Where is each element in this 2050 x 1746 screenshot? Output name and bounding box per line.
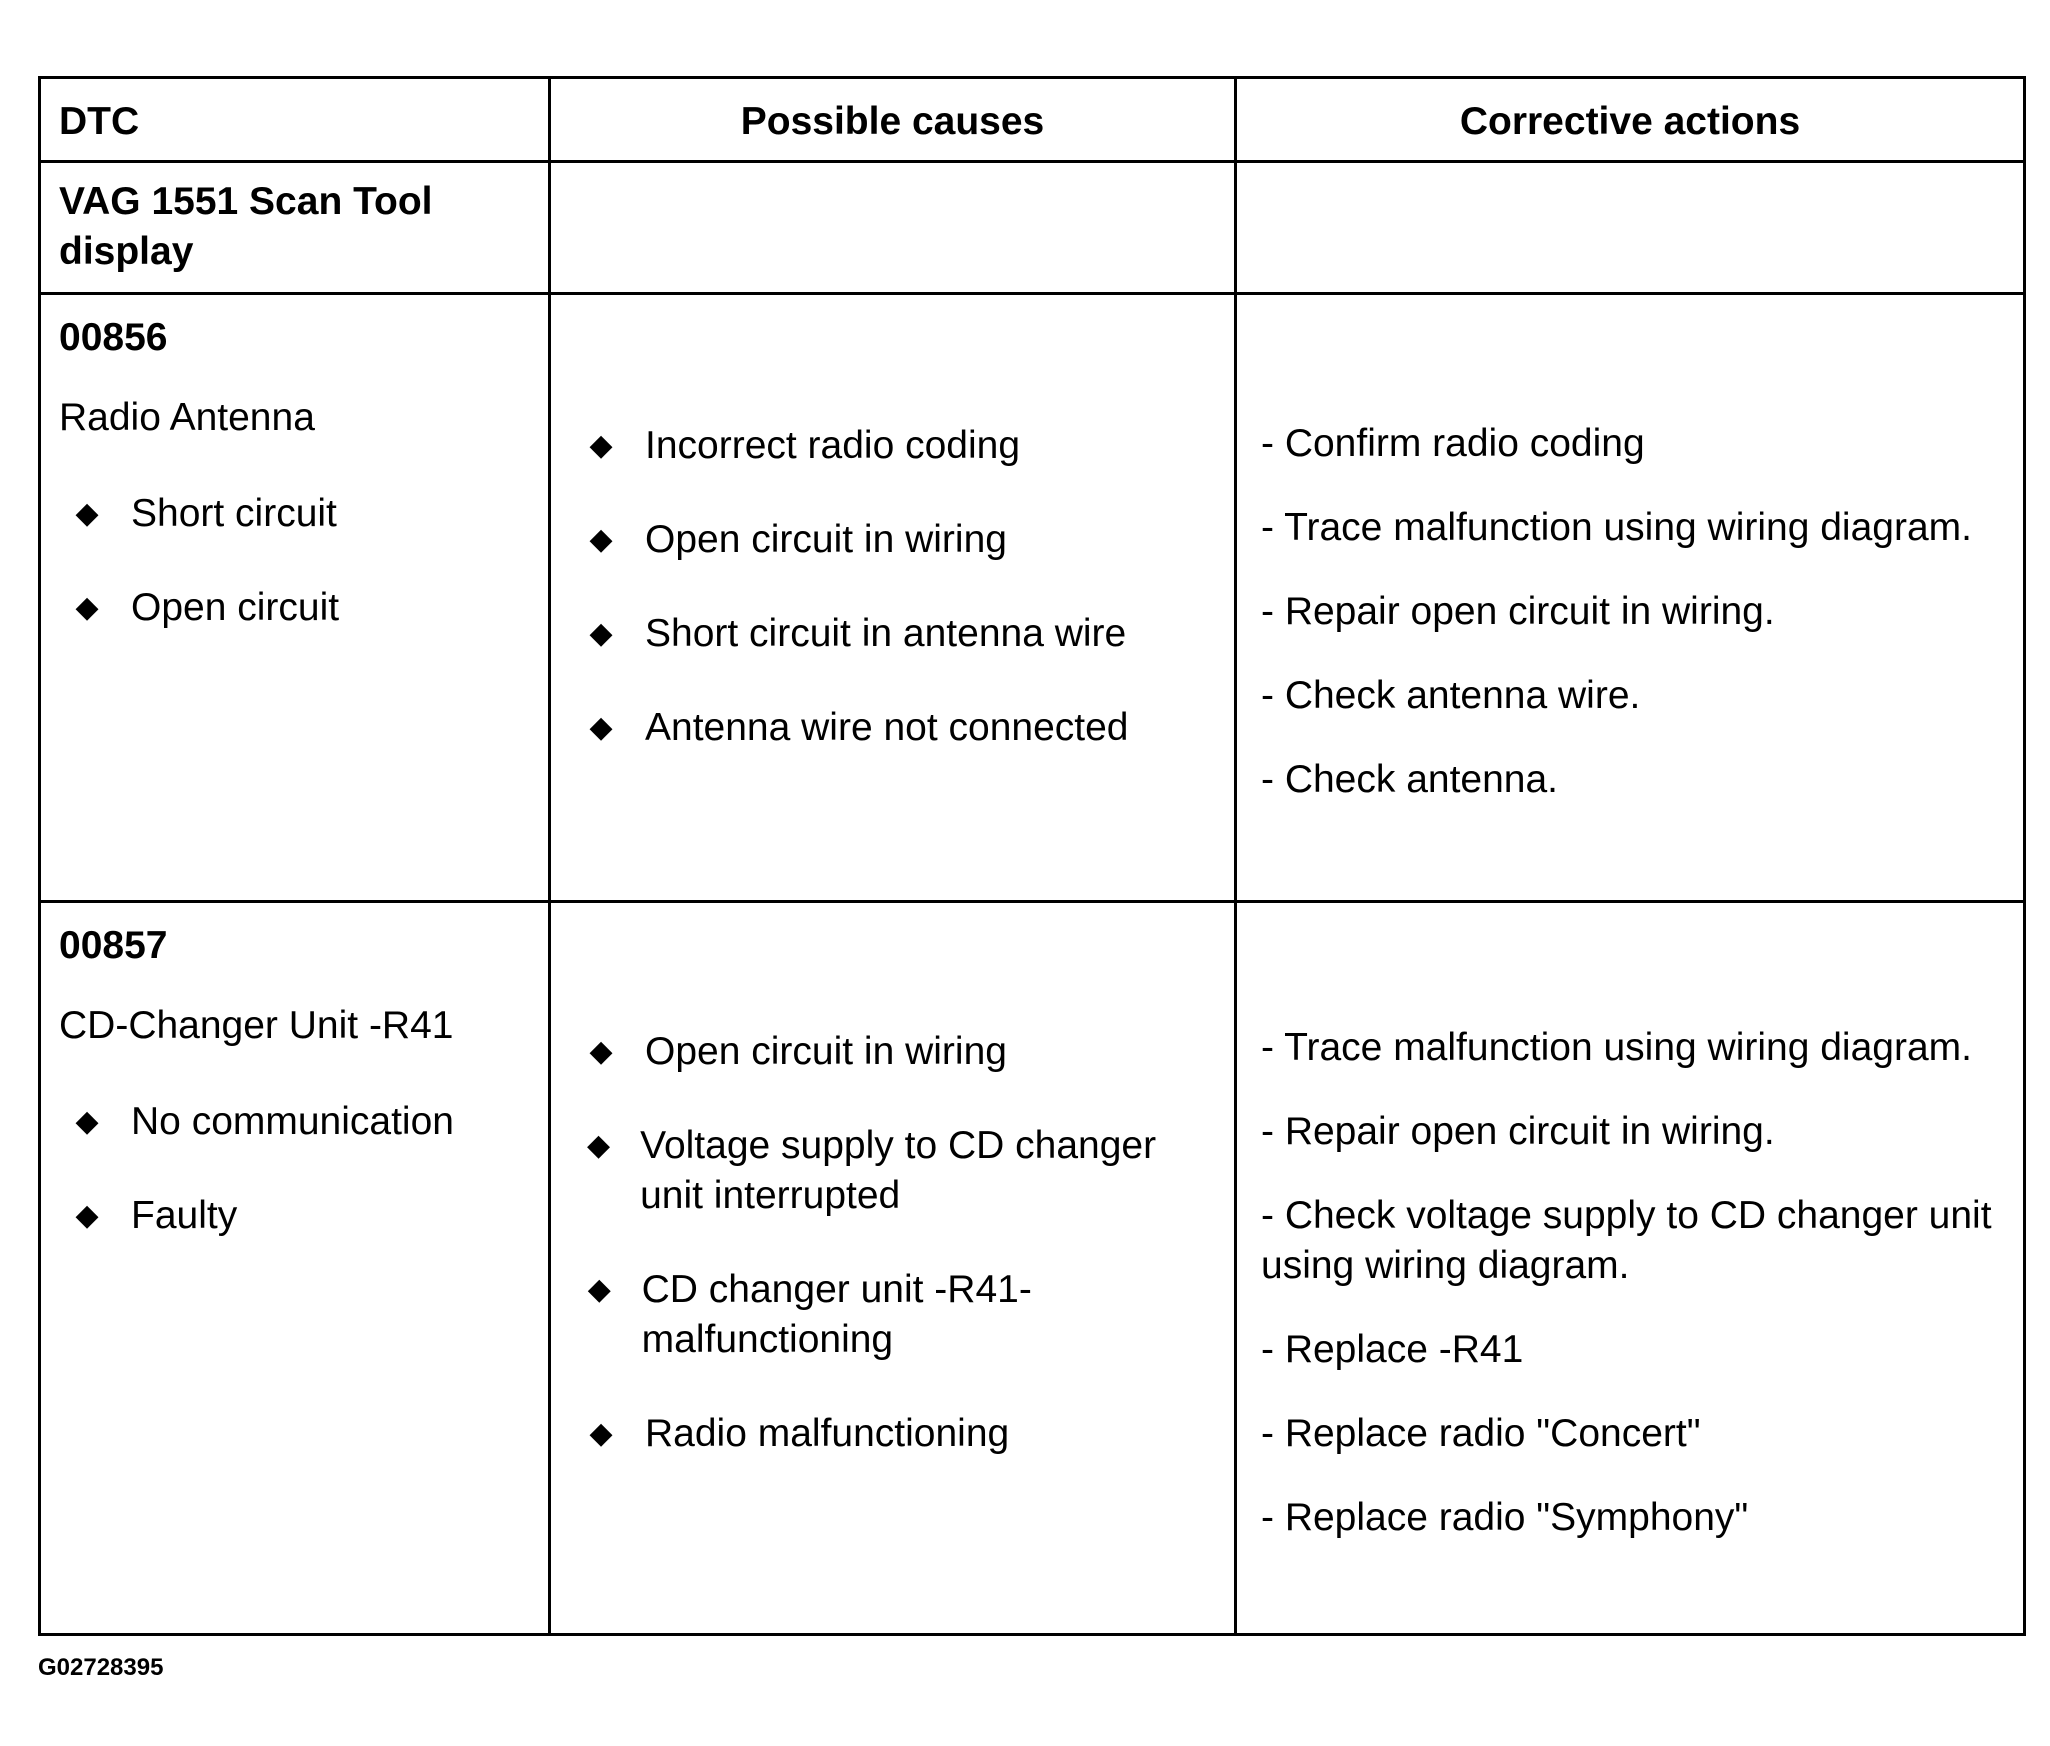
table-row [40,294,2025,902]
action-item: - Replace radio "Concert" [1261,1412,1701,1455]
diamond-bullet-icon: ◆ [75,1199,99,1232]
diamond-bullet-icon: ◆ [75,1105,99,1138]
header-row [40,78,2025,162]
cause-item: ◆ Voltage supply to CD changer unit interrupted [587,1121,1216,1221]
action-item: - Repair open circuit in wiring. [1261,590,1775,633]
symptom-item: ◆ No communication [73,1097,530,1147]
dtc-cell [40,294,550,902]
subheader-empty-actions [1236,162,2025,294]
cause-item: ◆ Open circuit in wiring [587,515,1216,565]
cause-item: ◆ Incorrect radio coding [587,421,1216,471]
diamond-bullet-icon: ◆ [587,1273,611,1306]
actions-cell [1236,902,2025,1635]
dtc-code: 00857 [59,924,168,967]
diamond-bullet-icon: ◆ [589,1417,613,1450]
causes-cell [550,902,1236,1635]
header-possible-causes: Possible causes [550,78,1236,162]
cause-item: ◆ Antenna wire not connected [587,703,1216,753]
action-item: - Check antenna. [1261,758,1559,801]
dtc-table [38,76,2026,1636]
header-scan-tool: VAG 1551 Scan Tool display [40,162,550,294]
cause-item: ◆ Radio malfunctioning [587,1409,1216,1459]
diamond-bullet-icon: ◆ [75,497,99,530]
diamond-bullet-icon: ◆ [75,591,99,624]
dtc-description: Radio Antenna [59,396,315,439]
subheader-row [40,162,2025,294]
action-item: - Confirm radio coding [1261,422,1645,465]
dtc-code: 00856 [59,316,168,359]
dtc-description: CD-Changer Unit -R41 [59,1004,454,1047]
symptom-item: ◆ Short circuit [73,489,530,539]
action-item: - Check voltage supply to CD changer unit using wiring diagram. [1261,1194,1992,1287]
diamond-bullet-icon: ◆ [589,1035,613,1068]
action-item: - Trace malfunction using wiring diagram. [1261,1026,1972,1069]
action-item: - Trace malfunction using wiring diagram. [1261,506,1972,549]
actions-cell [1236,294,2025,902]
cause-item: ◆ CD changer unit -R41- malfunctioning [587,1265,1216,1365]
action-item: - Check antenna wire. [1261,674,1641,717]
diamond-bullet-icon: ◆ [589,523,613,556]
symptom-item: ◆ Open circuit [73,583,530,633]
figure-id: G02728395 [38,1654,164,1681]
header-dtc: DTC [40,78,550,162]
causes-cell [550,294,1236,902]
diamond-bullet-icon: ◆ [587,1129,611,1162]
cause-item: ◆ Open circuit in wiring [587,1027,1216,1077]
symptom-item: ◆ Faulty [73,1191,530,1241]
action-item: - Replace -R41 [1261,1328,1524,1371]
action-item: - Replace radio "Symphony" [1261,1496,1749,1539]
cause-item: ◆ Short circuit in antenna wire [587,609,1216,659]
table-row [40,902,2025,1635]
diamond-bullet-icon: ◆ [589,617,613,650]
subheader-empty-causes [550,162,1236,294]
header-corrective-actions: Corrective actions [1236,78,2025,162]
dtc-cell [40,902,550,1635]
diamond-bullet-icon: ◆ [589,711,613,744]
action-item: - Repair open circuit in wiring. [1261,1110,1775,1153]
diamond-bullet-icon: ◆ [589,429,613,462]
